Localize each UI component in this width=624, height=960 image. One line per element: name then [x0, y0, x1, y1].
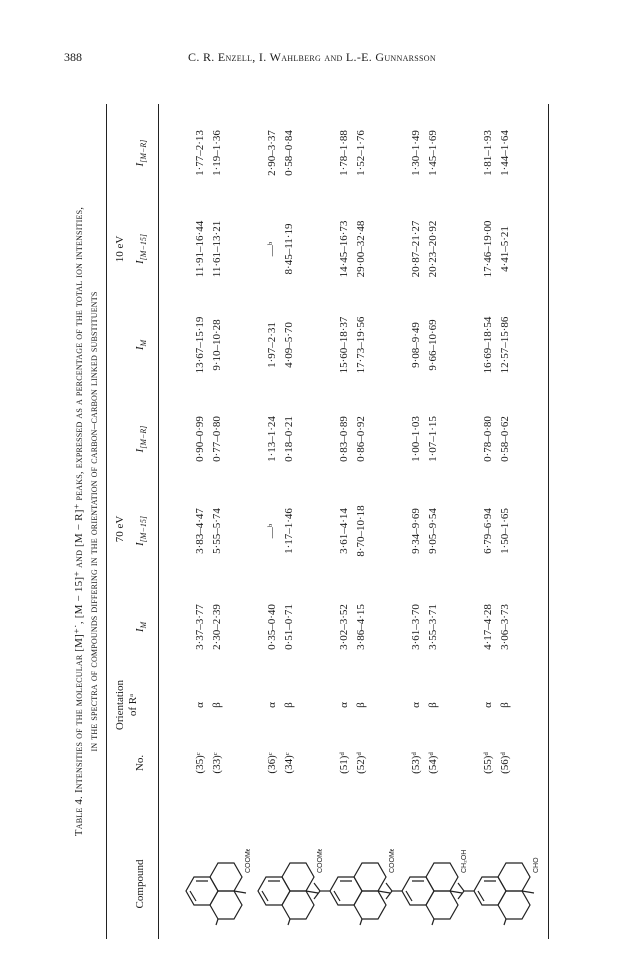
table-cell-im15_10: 4·41–5·21 [499, 226, 511, 272]
table-cell-im10: 13·67–15·19 [194, 316, 206, 374]
imr-letter: I [134, 448, 146, 453]
table-cell-im15_10: 29·00–32·48 [355, 220, 367, 278]
caption-line-2: in the spectra of compounds differing in the orientation of carbon–carbon linked substituents [88, 291, 100, 752]
table-cell-im15_70: 6·79–6·94 [482, 508, 494, 554]
table-caption [72, 104, 102, 939]
table-cell-im70: 2·30–2·39 [211, 604, 223, 650]
table-cell-orient: β [499, 702, 511, 708]
compound-group [264, 104, 324, 939]
table-cell-im70: 3·86–4·15 [355, 604, 367, 650]
table-cell-imr10: 2·90–3·37 [266, 130, 278, 176]
table-cell-imr10: 1·44–1·64 [499, 130, 511, 176]
imr-letter-10: I [134, 162, 146, 167]
table-cell-im15_10: 20·23–20·92 [427, 220, 439, 278]
running-head-authors: C. R. Enzell, I. Wahlberg and L.-E. Gunnarsson [188, 50, 436, 64]
table-cell-imr70: 0·90–0·99 [194, 416, 206, 462]
table-cell-im15_70: 1·17–1·46 [283, 508, 295, 554]
svg-text:CH₂OH: CH₂OH [461, 849, 468, 873]
table-cell-imr10: 1·45–1·69 [427, 130, 439, 176]
compound-group [192, 104, 252, 939]
table-cell-imr70: 0·78–0·80 [482, 416, 494, 462]
table-cell-im10: 16·69–18·54 [482, 316, 494, 374]
table-cell-im15_70: 9·05–9·54 [427, 508, 439, 554]
table-cell-no: (36)ᶜ [266, 752, 278, 774]
im-letter: I [134, 628, 146, 633]
table-cell-imr70: 1·00–1·03 [410, 416, 422, 462]
table-cell-im15_10: 11·61–13·21 [211, 220, 223, 278]
table-cell-im15_10: 8·45–11·19 [283, 223, 295, 275]
table-cell-im70: 0·35–0·40 [266, 604, 278, 650]
table-cell-imr10: 0·58–0·84 [283, 130, 295, 176]
header-rule [158, 104, 159, 939]
svg-text:COOMe: COOMe [389, 849, 396, 873]
im15-letter: I [134, 542, 146, 546]
col-header-orientation: Orientation of Rᵃ [114, 679, 139, 731]
table-cell-im70: 3·37–3·77 [194, 604, 206, 650]
col-header-70ev: 70 eV [114, 515, 126, 543]
table-cell-imr10: 1·52–1·76 [355, 130, 367, 176]
table-cell-im10: 9·66–10·69 [427, 319, 439, 371]
table-cell-im10: 15·60–18·37 [338, 316, 350, 374]
table-cell-no: (51)ᵈ [338, 752, 350, 774]
table-cell-imr10: 1·77–2·13 [194, 130, 206, 176]
table-cell-im15_10: 20·87–21·27 [410, 220, 422, 278]
table-cell-imr70: 1·13–1·24 [266, 416, 278, 462]
table-cell-im10: 4·09–5·70 [283, 322, 295, 368]
col-header-imr-10 [134, 113, 150, 193]
col-header-im-10 [134, 305, 150, 385]
table-cell-im70: 4·17–4·28 [482, 604, 494, 650]
col-header-compound: Compound [134, 859, 146, 909]
table-bottom-rule [548, 104, 549, 939]
table-cell-orient: β [355, 702, 367, 708]
table-cell-imr10: 1·19–1·36 [211, 130, 223, 176]
im15-sub: [M−15] [139, 516, 149, 543]
table-cell-im70: 3·02–3·52 [338, 604, 350, 650]
table-cell-orient: β [427, 702, 439, 708]
col-header-10ev: 10 eV [114, 235, 126, 263]
col-header-im-70 [134, 597, 150, 657]
rotated-table [72, 104, 552, 939]
table-cell-no: (35)ᶜ [194, 752, 206, 774]
page-number: 388 [64, 50, 82, 64]
compound-group [480, 104, 540, 939]
table-cell-orient: β [211, 702, 223, 708]
table-cell-im10: 12·57–15·86 [499, 316, 511, 374]
structure-image [454, 849, 540, 933]
table-cell-orient: α [338, 702, 350, 708]
table-cell-no: (53)ᵈ [410, 752, 422, 774]
table-cell-orient: α [482, 702, 494, 708]
table-cell-im15_70: 9·34–9·69 [410, 508, 422, 554]
col-header-no: No. [134, 754, 146, 772]
table-cell-im70: 0·51–0·71 [283, 604, 295, 650]
caption-line-1: Table 4. Intensities of the molecular [M]⁺˙, [M − 15]⁺ and [M − R]⁺ peaks, expressed as a percentage of the total ion intensities, [73, 206, 85, 837]
table-cell-orient: α [266, 702, 278, 708]
table-cell-im10: 17·73–19·56 [355, 316, 367, 374]
table-cell-imr70: 0·77–0·80 [211, 416, 223, 462]
table-cell-orient: α [410, 702, 422, 708]
table-cell-no: (54)ᵈ [427, 752, 439, 774]
table-cell-imr10: 1·78–1·88 [338, 130, 350, 176]
table-cell-im15_70: 1·50–1·65 [499, 508, 511, 554]
im-letter-10: I [134, 346, 146, 351]
table-cell-im10: 9·10–10·28 [211, 319, 223, 371]
compound-group [336, 104, 396, 939]
table-cell-im15_70: 3·61–4·14 [338, 508, 350, 554]
table-cell-no: (55)ᵈ [482, 752, 494, 774]
table-cell-no: (33)ᶜ [211, 752, 223, 774]
table-cell-imr10: 1·81–1·93 [482, 130, 494, 176]
im15-letter-10: I [134, 260, 146, 264]
table-cell-no: (34)ᶜ [283, 752, 295, 774]
table-cell-im15_70: 3·83–4·47 [194, 508, 206, 554]
table-cell-im10: 9·08–9·49 [410, 322, 422, 368]
table-cell-im15_70: —ᵇ [266, 523, 278, 539]
svg-text:COOMe: COOMe [245, 849, 252, 873]
col-header-imr-70 [134, 399, 150, 479]
table-top-rule [106, 104, 107, 939]
col-header-im15-10 [134, 209, 150, 289]
table-cell-imr70: 0·83–0·89 [338, 416, 350, 462]
compound-group [408, 104, 468, 939]
table-cell-im15_70: 5·55–5·74 [211, 508, 223, 554]
im-sub: M [139, 621, 149, 629]
table-cell-im15_10: 14·45–16·73 [338, 220, 350, 278]
table-cell-im15_70: 8·70–10·18 [355, 505, 367, 557]
table-cell-im70: 3·06–3·73 [499, 604, 511, 650]
table-cell-imr70: 0·58–0·62 [499, 416, 511, 462]
im-sub-10: M [139, 339, 149, 347]
table-cell-no: (52)ᵈ [355, 752, 367, 774]
im15-sub-10: [M−15] [139, 234, 149, 261]
imr-sub-10: [M−R] [139, 139, 149, 163]
imr-sub: [M−R] [139, 425, 149, 449]
table-cell-orient: α [194, 702, 206, 708]
col-header-im15-70 [134, 491, 150, 571]
table-cell-no: (56)ᵈ [499, 752, 511, 774]
table-cell-imr70: 0·18–0·21 [283, 416, 295, 462]
table-cell-im10: 1·97–2·31 [266, 322, 278, 368]
table-cell-im70: 3·55–3·71 [427, 604, 439, 650]
svg-text:COOMe: COOMe [317, 849, 324, 873]
table-cell-im70: 3·61–3·70 [410, 604, 422, 650]
page-header [64, 50, 560, 68]
table-cell-orient: β [283, 702, 295, 708]
table-cell-im15_10: 11·91–16·44 [194, 220, 206, 278]
svg-text:CHO: CHO [533, 857, 540, 873]
table-cell-imr70: 0·86–0·92 [355, 416, 367, 462]
table-cell-im15_10: —ᵇ [266, 241, 278, 257]
table-cell-im15_10: 17·46–19·00 [482, 220, 494, 278]
table-cell-imr10: 1·30–1·49 [410, 130, 422, 176]
table-cell-imr70: 1·07–1·15 [427, 416, 439, 462]
